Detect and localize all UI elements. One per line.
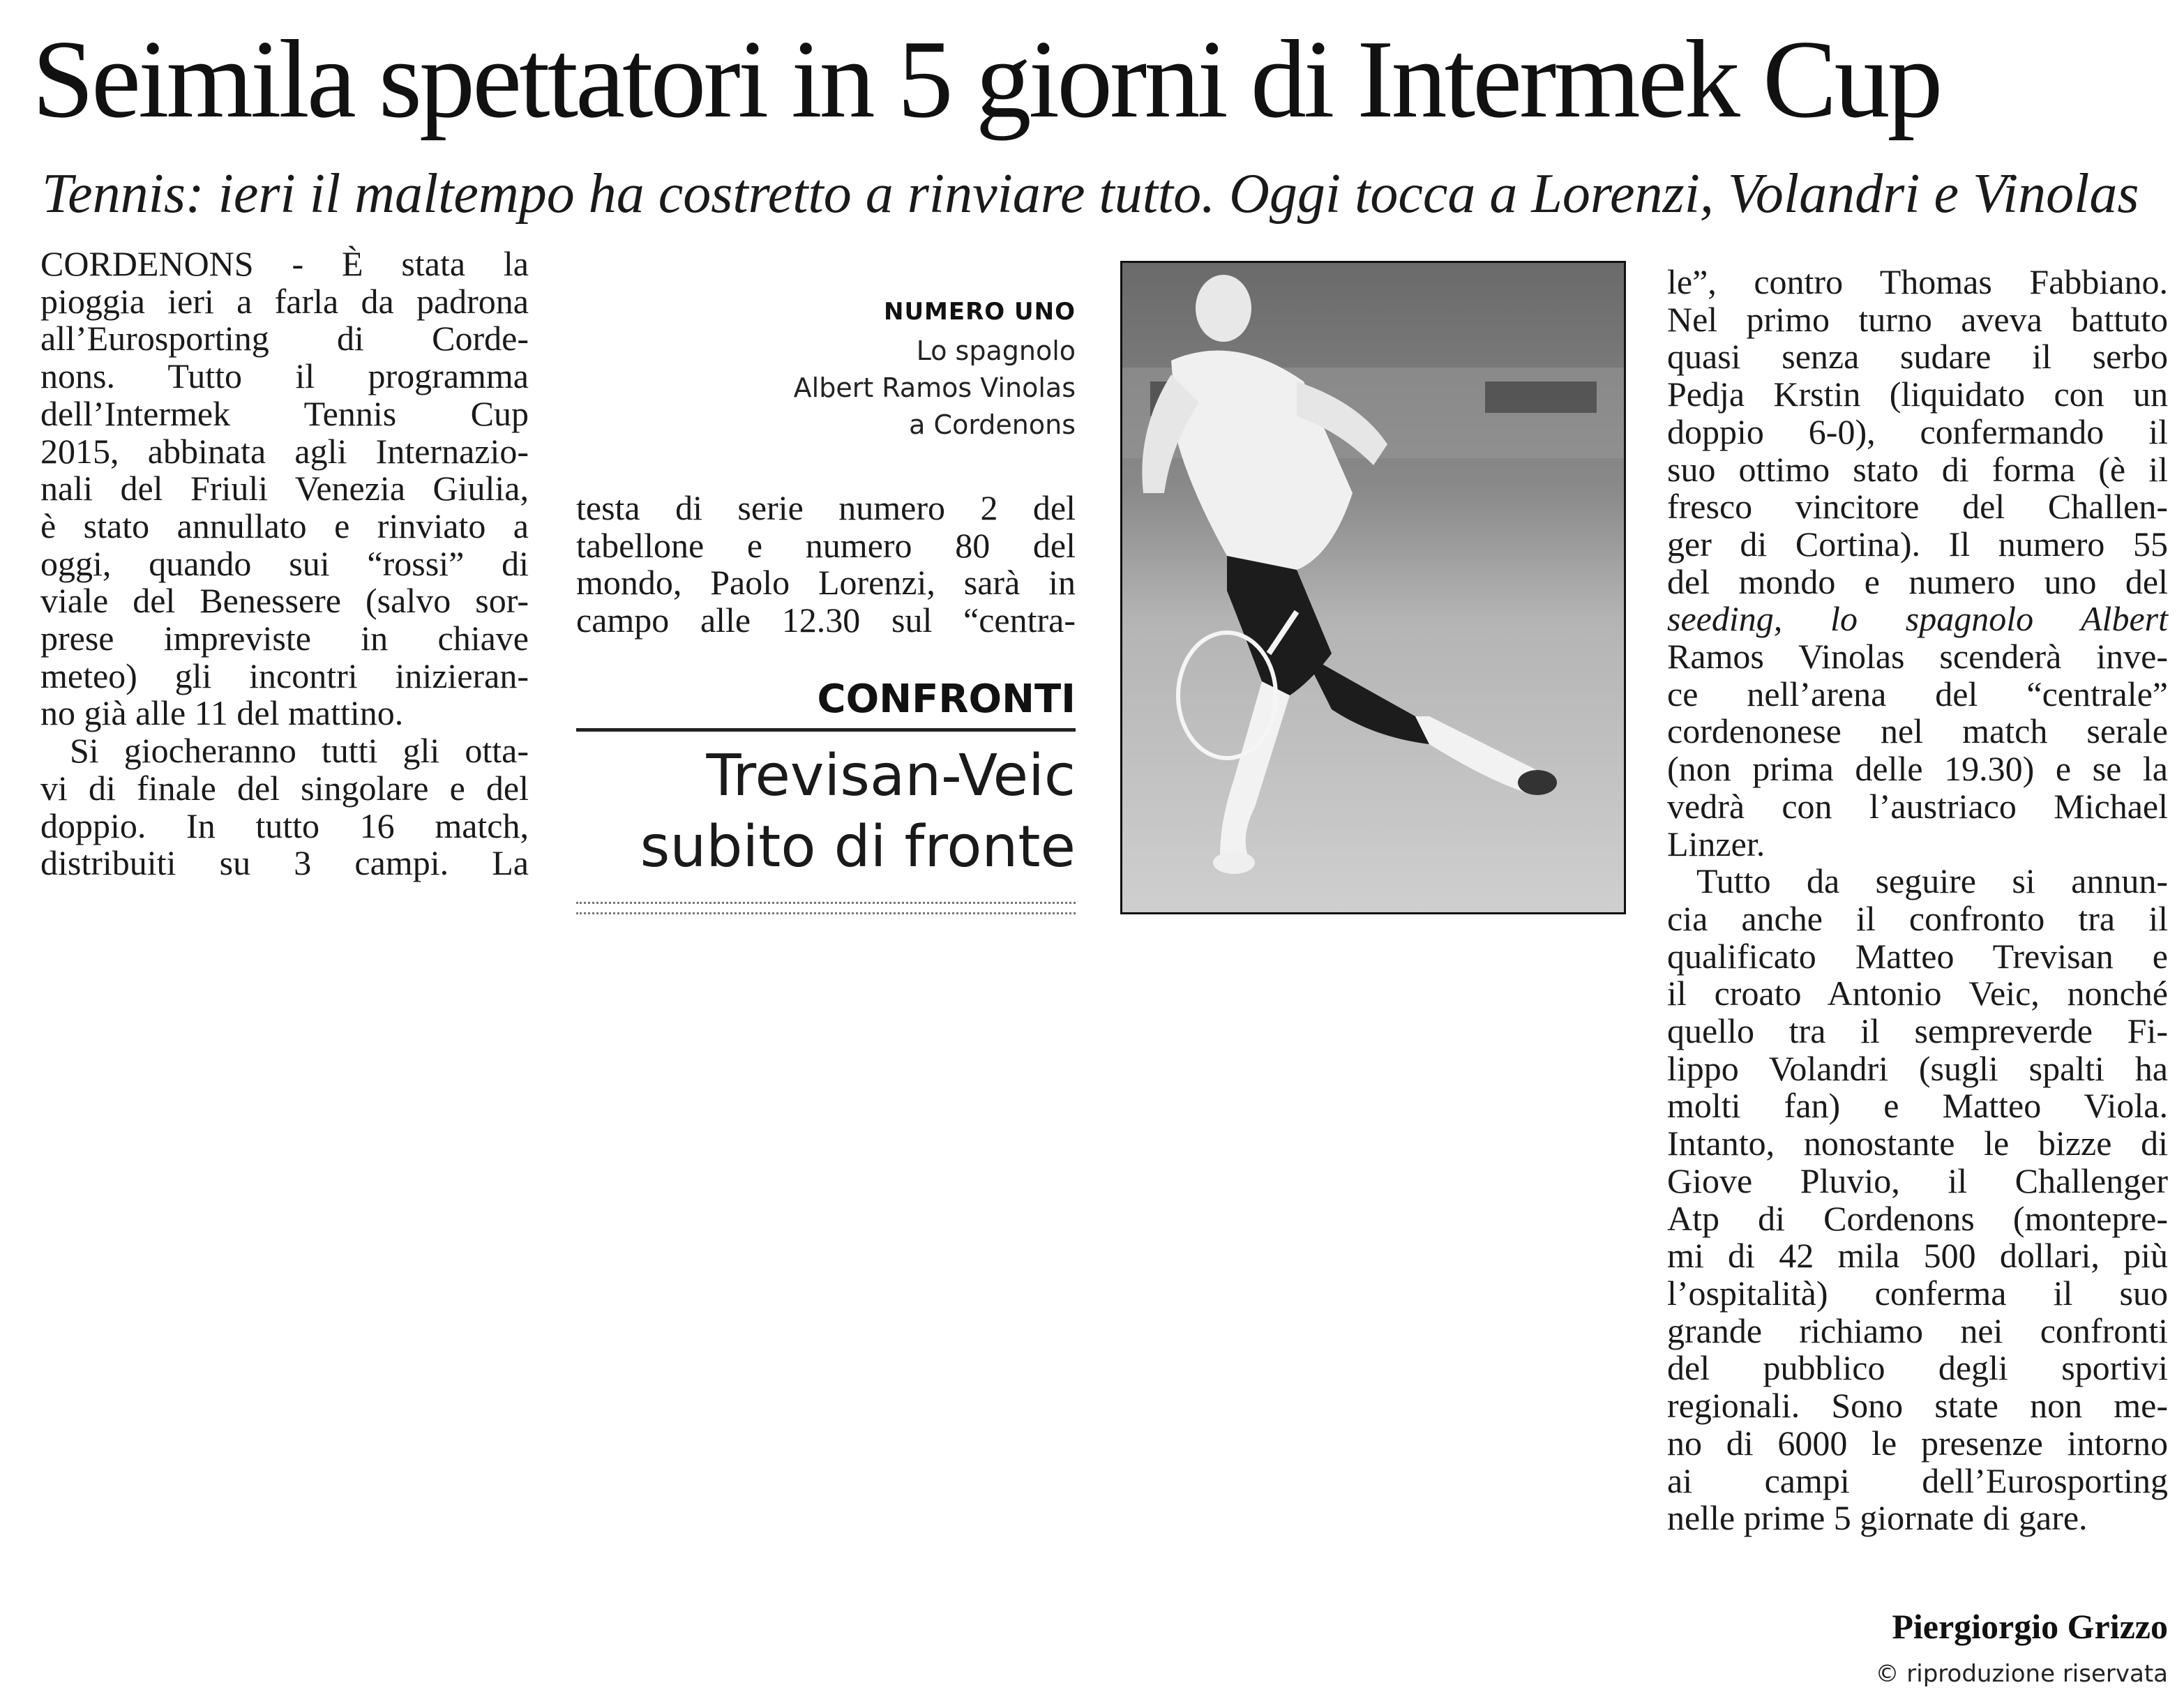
text-line: Pedja Krstin (liquidato con un — [1667, 375, 2168, 414]
text-line: del pubblico degli sportivi — [1667, 1348, 2168, 1388]
text-line: nelle prime 5 giornate di gare. — [1667, 1498, 2088, 1538]
text-line: pioggia ieri a farla da padrona — [40, 281, 529, 321]
article-column-2 — [576, 490, 1076, 640]
text-line: no di 6000 le presenze intorno — [1667, 1423, 2168, 1463]
text-line: grande richiamo nei confronti — [1667, 1311, 2168, 1350]
byline: Piergiorgio Grizzo — [1892, 1607, 2168, 1646]
sidebox-title-line: subito di fronte — [640, 814, 1076, 880]
text-line: 2015, abbinata agli Internazio- — [40, 431, 529, 471]
text-line: vedrà con l’austriaco Michael — [1667, 786, 2168, 826]
text-line: meteo) gli incontri inizieran- — [40, 656, 529, 695]
text-line: nons. Tutto il programma — [40, 356, 529, 396]
text-line: mondo, Paolo Lorenzi, sarà in — [576, 563, 1076, 603]
text-line: prese impreviste in chiave — [40, 619, 529, 658]
tennis-player-photo — [1120, 261, 1626, 914]
text-line: campo alle 12.30 sul “centra- — [576, 601, 1076, 640]
text-line: Atp di Cordenons (montepre- — [1667, 1198, 2168, 1238]
text-line: distribuiti su 3 campi. La — [40, 843, 529, 883]
text-line: lippo Volandri (sugli spalti ha — [1667, 1048, 2168, 1088]
text-line: Ramos Vinolas scenderà inve- — [1667, 637, 2168, 677]
photo-caption-line: Albert Ramos Vinolas — [793, 372, 1076, 403]
text-line: cordenonese nel match serale — [1667, 711, 2168, 751]
text-line: ai campi dell’Eurosporting — [1667, 1460, 2168, 1500]
text-line: Giove Pluvio, il Challenger — [1667, 1161, 2168, 1200]
text-line: è stato annullato e rinviato a — [40, 506, 529, 545]
text-line: ce nell’arena del “centrale” — [1667, 674, 2168, 713]
sidebox-rule — [576, 728, 1076, 732]
sidebox-title-line: Trevisan-Veic — [706, 743, 1076, 809]
text-line: CORDENONS - È stata la — [40, 244, 529, 283]
text-line: quasi senza sudare il serbo — [1667, 337, 2168, 377]
text-line: ger di Cortina). Il numero 55 — [1667, 524, 2168, 564]
text-line: molti fan) e Matteo Viola. — [1667, 1086, 2168, 1126]
text-line: il croato Antonio Veic, nonché — [1667, 974, 2168, 1013]
text-line: Nel primo turno aveva battuto — [1667, 299, 2168, 339]
text-line: dell’Intermek Tennis Cup — [40, 393, 529, 433]
text-line: suo ottimo stato di forma (è il — [1667, 449, 2168, 489]
sidebox-title — [576, 741, 1076, 883]
text-line: qualificato Matteo Trevisan e — [1667, 936, 2168, 976]
photo-caption-title: NUMERO UNO — [883, 298, 1076, 326]
text-line: del mondo e numero uno del — [1667, 561, 2168, 601]
copyright-notice: © riproduzione riservata — [1875, 1660, 2168, 1688]
text-line: Si giocheranno tutti gli otta- — [70, 731, 529, 771]
text-line: Tutto da seguire si annun- — [1696, 861, 2168, 901]
text-line: doppio 6-0), confermando il — [1667, 411, 2168, 451]
text-line: testa di serie numero 2 del — [576, 488, 1076, 527]
text-line: fresco vincitore del Challen- — [1667, 487, 2168, 527]
text-line: mi di 42 mila 500 dollari, più — [1667, 1236, 2168, 1276]
text-line: (non prima delle 19.30) e se la — [1667, 749, 2168, 789]
text-line: regionali. Sono state non me- — [1667, 1386, 2168, 1426]
headline: Seimila spettatori in 5 giorni di Intermek Cup — [32, 17, 1941, 141]
text-line: nali del Friuli Venezia Giulia, — [40, 469, 529, 508]
photo-caption-line: Lo spagnolo — [916, 335, 1076, 366]
text-line: cia anche il confronto tra il — [1667, 898, 2168, 938]
text-line: l’ospitalità) conferma il suo — [1667, 1273, 2168, 1313]
text-line: Linzer. — [1667, 824, 1765, 863]
sidebox-dotted-rule — [576, 902, 1076, 914]
text-line: oggi, quando sui “rossi” di — [40, 543, 529, 583]
text-line: Intanto, nonostante le bizze di — [1667, 1124, 2168, 1163]
text-line: vi di finale del singolare e del — [40, 768, 529, 808]
text-line: seeding, lo spagnolo Albert — [1667, 599, 2168, 639]
text-line: doppio. In tutto 16 match, — [40, 806, 529, 845]
article-column-1 — [40, 246, 529, 882]
text-line: quello tra il sempreverde Fi- — [1667, 1011, 2168, 1051]
text-line: all’Eurosporting di Corde- — [40, 319, 529, 358]
text-line: tabellone e numero 80 del — [576, 525, 1076, 565]
text-line: no già alle 11 del mattino. — [40, 693, 404, 733]
text-line: le”, contro Thomas Fabbiano. — [1667, 262, 2168, 301]
photo-caption-line: a Cordenons — [909, 409, 1076, 440]
subheadline: Tennis: ieri il maltempo ha costretto a rinviare tutto. Oggi tocca a Lorenzi, Volandri e Vinolas — [42, 163, 2139, 225]
text-line: viale del Benessere (salvo sor- — [40, 581, 529, 621]
article-column-3 — [1667, 264, 2168, 1537]
sidebox-label: CONFRONTI — [817, 677, 1076, 722]
